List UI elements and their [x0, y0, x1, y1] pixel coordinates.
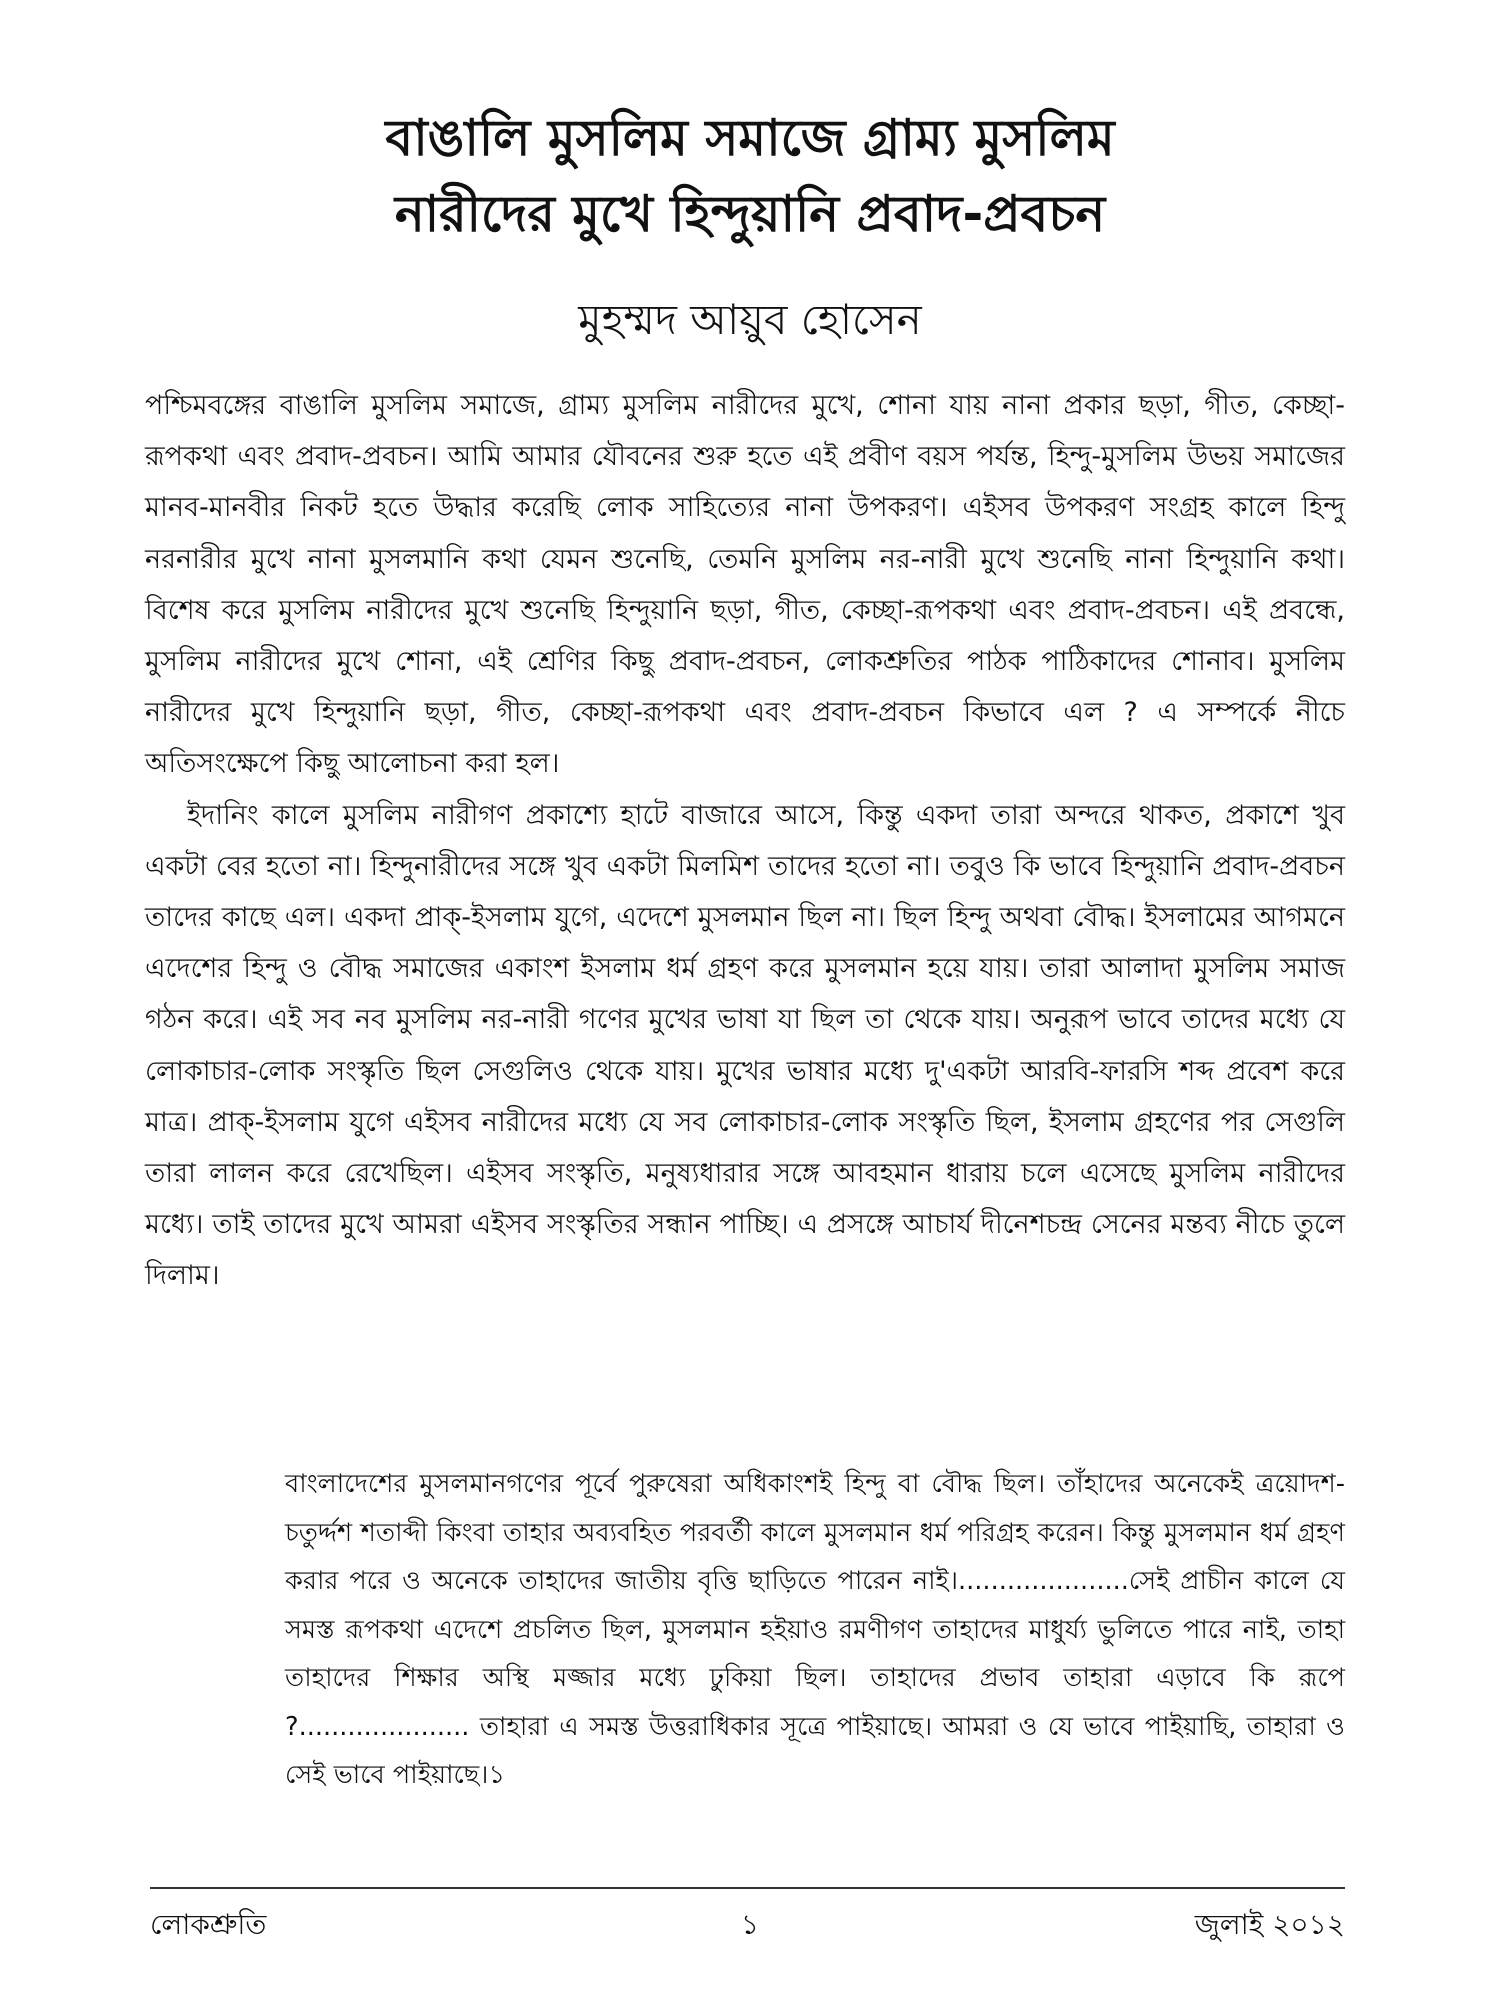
title-line-2: নারীদের মুখে হিন্দুয়ানি প্রবাদ-প্রবচন [394, 185, 1106, 243]
paragraph-2: ইদানিং কালে মুসলিম নারীগণ প্রকাশ্যে হাটে বাজারে আসে, কিন্তু একদা তারা অন্দরে থাকত, প্রকাশে খুব একটা বের হতো না। হিন্দুনারীদের সঙ্গে খুব একটা মিলমিশ তাদের হতো না। তবুও কি ভাবে হিন্দুয়ানি প্রবাদ-প্রবচন তাদের কাছে এল। একদা প্রাক্-ইসলাম যুগে, এদেশে মুসলমান ছিল না। ছিল হিন্দু অথবা বৌদ্ধ। ইসলামের আগমনে এদেশের হিন্দু ও বৌদ্ধ সমাজের একাংশ ইসলাম ধর্ম গ্রহণ করে মুসলমান হয়ে যায়। তারা আলাদা মুসলিম সমাজ গঠন করে। এই সব নব মুসলিম নর-নারী গণের মুখের ভাষা যা ছিল তা থেকে যায়। অনুরূপ ভাবে তাদের মধ্যে যে লোকাচার-লোক সংস্কৃতি ছিল সেগুলিও থেকে যায়। মুখের ভাষার মধ্যে দু'একটা আরবি-ফারসি শব্দ প্রবেশ করে মাত্র। প্রাক্-ইসলাম যুগে এইসব নারীদের মধ্যে যে সব লোকাচার-লোক সংস্কৃতি ছিল, ইসলাম গ্রহণের পর সেগুলি তারা লালন করে রেখেছিল। এইসব সংস্কৃতি, মনুষ্যধারার সঙ্গে আবহমান ধারায় চলে এসেছে মুসলিম নারীদের মধ্যে। তাই তাদের মুখে আমরা এইসব সংস্কৃতির সন্ধান পাচ্ছি। এ প্রসঙ্গে আচার্য দীনেশচন্দ্র সেনের মন্তব্য নীচে তুলে দিলাম। [145, 799, 1345, 1292]
footer-date: জুলাই ২০১২ [1194, 1908, 1345, 1941]
title-line-1: বাঙালি মুসলিম সমাজে গ্রাম্য মুসলিম [385, 109, 1115, 167]
article-body [145, 380, 1345, 1302]
footer-page-number: ১ [740, 1908, 760, 1941]
paragraph-1: পশ্চিমবঙ্গের বাঙালি মুসলিম সমাজে, গ্রাম্য মুসলিম নারীদের মুখে, শোনা যায় নানা প্রকার ছড়া, গীত, কেচ্ছা-রূপকথা এবং প্রবাদ-প্রবচন। আমি আমার যৌবনের শুরু হতে এই প্রবীণ বয়স পর্যন্ত, হিন্দু-মুসলিম উভয় সমাজের মানব-মানবীর নিকট হতে উদ্ধার করেছি লোক সাহিত্যের নানা উপকরণ। এইসব উপকরণ সংগ্রহ কালে হিন্দু নরনারীর মুখে নানা মুসলমানি কথা যেমন শুনেছি, তেমনি মুসলিম নর-নারী মুখে শুনেছি নানা হিন্দুয়ানি কথা। বিশেষ করে মুসলিম নারীদের মুখে শুনেছি হিন্দুয়ানি ছড়া, গীত, কেচ্ছা-রূপকথা এবং প্রবাদ-প্রবচন। এই প্রবন্ধে, মুসলিম নারীদের মুখে শোনা, এই শ্রেণির কিছু প্রবাদ-প্রবচন, লোকশ্রুতির পাঠক পাঠিকাদের শোনাব। মুসলিম নারীদের মুখে হিন্দুয়ানি ছড়া, গীত, কেচ্ছা-রূপকথা এবং প্রবাদ-প্রবচন কিভাবে এল ? এ সম্পর্কে নীচে অতিসংক্ষেপে কিছু আলোচনা করা হল। [145, 390, 1345, 780]
article-title [150, 100, 1350, 252]
author-name: মুহম্মদ আয়ুব হোসেন [578, 295, 922, 344]
footer-journal-name: লোকশ্রুতি [150, 1908, 267, 1941]
footer-divider [150, 1887, 1345, 1889]
block-quote [285, 1460, 1345, 1800]
quote-text: বাংলাদেশের মুসলমানগণের পূর্বে পুরুষেরা অধিকাংশই হিন্দু বা বৌদ্ধ ছিল। তাঁহাদের অনেকেই ত্রয়োদশ-চতুর্দ্দশ শতাব্দী কিংবা তাহার অব্যবহিত পরবর্তী কালে মুসলমান ধর্ম পরিগ্রহ করেন। কিন্তু মুসলমান ধর্ম গ্রহণ করার পরে ও অনেকে তাহাদের জাতীয় বৃত্তি ছাড়িতে পারেন নাই।.....................সেই প্রাচীন কালে যে সমস্ত রূপকথা এদেশে প্রচলিত ছিল, মুসলমান হইয়াও রমণীগণ তাহাদের মাধুর্য্য ভুলিতে পারে নাই, তাহা তাহাদের শিক্ষার অস্থি মজ্জার মধ্যে ঢুকিয়া ছিল। তাহাদের প্রভাব তাহারা এড়াবে কি রূপে ?..................... তাহারা এ সমস্ত উত্তরাধিকার সূত্রে পাইয়াছে। আমরা ও যে ভাবে পাইয়াছি, তাহারা ও সেই ভাবে পাইয়াছে।১ [285, 1469, 1345, 1790]
